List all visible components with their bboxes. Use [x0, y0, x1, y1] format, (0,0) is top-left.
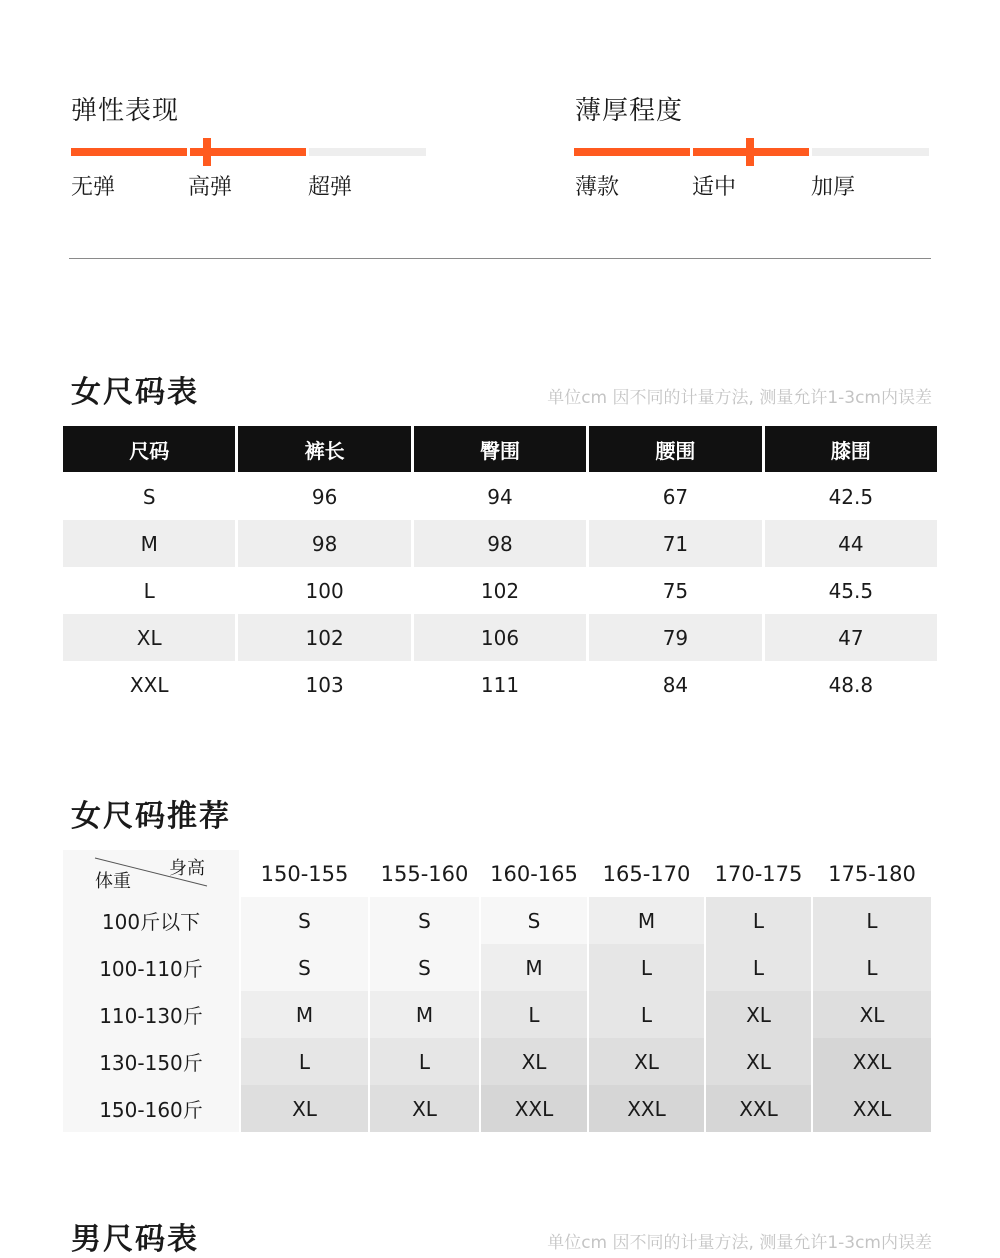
weight-label: 100斤以下 — [63, 897, 239, 944]
header-hip: 臀围 — [414, 426, 586, 472]
table-cell: 111 — [480, 672, 520, 697]
recommend-row — [63, 1085, 931, 1132]
elasticity-segment-1 — [71, 148, 187, 156]
height-header: 150-155 — [260, 861, 349, 886]
recommend-row — [63, 944, 931, 991]
table-cell: 102 — [480, 578, 520, 603]
header-length: 裤长 — [238, 426, 410, 472]
recommend-size-cell: XXL — [481, 1085, 587, 1132]
table-row — [63, 661, 937, 708]
women-size-chart-title: 女尺码表 — [71, 375, 199, 410]
header-size: 尺码 — [63, 426, 235, 472]
elasticity-segment-3 — [309, 148, 426, 156]
header-knee: 膝围 — [765, 426, 937, 472]
recommend-size-cell: S — [481, 897, 587, 944]
recommend-size-cell: M — [370, 991, 479, 1038]
recommend-size-cell: L — [589, 991, 704, 1038]
recommend-size-cell: L — [370, 1038, 479, 1085]
elasticity-label-none: 无弹 — [71, 175, 116, 200]
recommend-size-cell: XL — [706, 1038, 811, 1085]
women-size-table — [63, 426, 937, 708]
table-cell: 44 — [765, 520, 937, 567]
table-cell: 71 — [589, 520, 761, 567]
recommend-row — [63, 1038, 931, 1085]
recommend-size-cell: XL — [241, 1085, 368, 1132]
recommend-size-cell: XL — [813, 991, 931, 1038]
corner-height-label: 身高 — [169, 858, 205, 879]
thickness-marker — [746, 138, 754, 166]
table-cell: 75 — [662, 578, 689, 603]
table-cell: 103 — [305, 672, 344, 697]
section-divider — [69, 258, 931, 259]
recommend-size-cell: L — [481, 991, 587, 1038]
recommend-header-row — [63, 850, 931, 897]
table-row — [63, 614, 937, 661]
table-cell: 45.5 — [828, 578, 874, 603]
recommend-size-cell: XXL — [813, 1085, 931, 1132]
thickness-label-thick: 加厚 — [811, 175, 856, 200]
weight-label: 130-150斤 — [63, 1038, 239, 1085]
height-header: 165-170 — [602, 861, 691, 886]
thickness-scale — [574, 148, 929, 156]
table-row — [63, 520, 937, 567]
recommend-size-cell: XXL — [589, 1085, 704, 1132]
table-cell: 84 — [662, 672, 689, 697]
table-row — [63, 473, 937, 520]
height-header: 170-175 — [714, 861, 803, 886]
table-cell: 79 — [589, 614, 761, 661]
recommend-size-cell: S — [370, 897, 479, 944]
recommend-size-cell: M — [589, 897, 704, 944]
size-table-header — [63, 426, 937, 473]
table-cell: 47 — [765, 614, 937, 661]
weight-label: 100-110斤 — [63, 944, 239, 991]
recommend-size-cell: L — [706, 897, 811, 944]
height-header: 175-180 — [828, 861, 916, 886]
thickness-label-medium: 适中 — [692, 175, 737, 200]
recommend-size-cell: S — [241, 944, 368, 991]
table-cell: L — [143, 578, 155, 603]
recommend-size-cell: L — [706, 944, 811, 991]
height-header: 160-165 — [490, 861, 578, 886]
table-cell: 94 — [487, 484, 513, 509]
recommend-size-cell: S — [370, 944, 479, 991]
recommend-size-cell: XXL — [813, 1038, 931, 1085]
recommend-size-cell: L — [813, 897, 931, 944]
weight-label: 150-160斤 — [63, 1085, 239, 1132]
table-cell: XXL — [129, 672, 169, 697]
recommend-size-cell: L — [589, 944, 704, 991]
recommend-size-cell: XXL — [706, 1085, 811, 1132]
table-cell: 96 — [311, 484, 338, 509]
men-size-chart-title: 男尺码表 — [71, 1222, 199, 1257]
height-header: 155-160 — [380, 861, 469, 886]
recommend-size-cell: XL — [370, 1085, 479, 1132]
thickness-label-thin: 薄款 — [575, 175, 620, 200]
table-cell: 48.8 — [828, 672, 874, 697]
table-cell: 100 — [305, 578, 344, 603]
elasticity-title: 弹性表现 — [71, 96, 180, 126]
recommend-size-cell: L — [813, 944, 931, 991]
recommend-size-cell: XL — [481, 1038, 587, 1085]
table-cell: S — [142, 484, 156, 509]
elasticity-scale — [71, 148, 426, 156]
thickness-segment-3 — [812, 148, 929, 156]
recommend-size-cell: L — [241, 1038, 368, 1085]
diagonal-line-icon — [63, 850, 239, 897]
recommend-size-cell: M — [481, 944, 587, 991]
table-cell: 98 — [238, 520, 410, 567]
table-cell: 106 — [414, 614, 586, 661]
recommend-size-cell: S — [241, 897, 368, 944]
men-size-chart-note: 单位cm 因不同的计量方法, 测量允许1-3cm内误差 — [547, 1233, 932, 1253]
women-recommend-table — [63, 850, 931, 1132]
table-cell: 42.5 — [828, 484, 874, 509]
recommend-size-cell: M — [241, 991, 368, 1038]
women-size-chart-note: 单位cm 因不同的计量方法, 测量允许1-3cm内误差 — [547, 388, 932, 408]
thickness-title: 薄厚程度 — [575, 96, 684, 126]
table-cell: 67 — [662, 484, 689, 509]
women-recommend-title: 女尺码推荐 — [71, 799, 231, 834]
table-cell: XL — [63, 614, 235, 661]
recommend-row — [63, 897, 931, 944]
weight-label: 110-130斤 — [63, 991, 239, 1038]
table-row — [63, 567, 937, 614]
thickness-segment-1 — [574, 148, 690, 156]
recommend-corner-cell — [63, 850, 239, 897]
table-cell: 102 — [238, 614, 410, 661]
corner-weight-label: 体重 — [95, 871, 131, 892]
table-cell: M — [63, 520, 235, 567]
elasticity-marker — [203, 138, 211, 166]
recommend-size-cell: XL — [706, 991, 811, 1038]
recommend-size-cell: XL — [589, 1038, 704, 1085]
header-waist: 腰围 — [589, 426, 761, 472]
elasticity-label-high: 高弹 — [188, 175, 233, 200]
table-cell: 98 — [414, 520, 586, 567]
elasticity-label-super: 超弹 — [308, 175, 353, 200]
recommend-row — [63, 991, 931, 1038]
